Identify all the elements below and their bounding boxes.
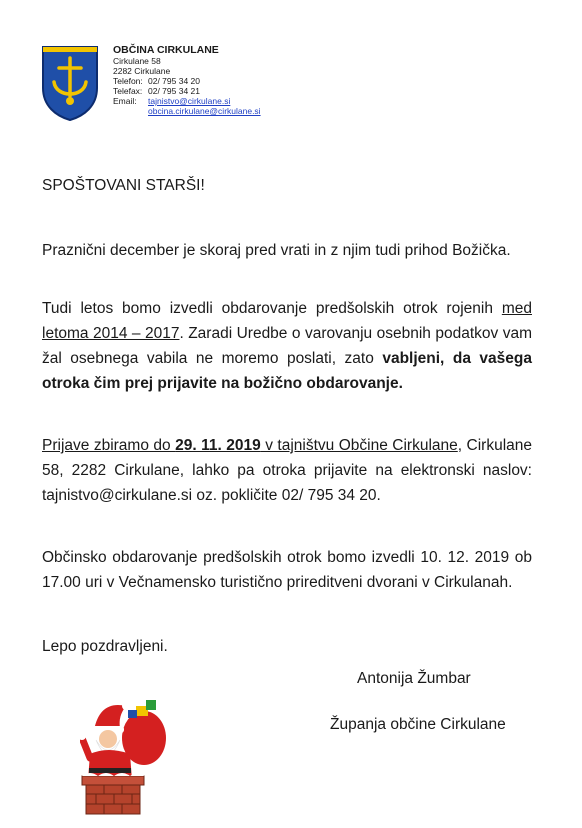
letterhead [113,44,261,116]
registration-deadline-underlined [42,437,458,454]
email-link-tajnistvo[interactable]: tajnistvo@cirkulane.si [148,96,231,106]
signature-title: Županja občine Cirkulane [330,716,506,733]
fax-value: 02/ 795 34 21 [148,86,200,96]
signature-name: Antonija Žumbar [357,670,471,687]
paragraph-intro: Praznični december je skoraj pred vrati in z njim tudi prihod Božička. [42,242,511,259]
registration-contact: , Cirkulane 58, 2282 Cirkulane, lahko pa otroka prijavite na elektronski naslov: tajnistvo@cirkulane.si oz. pokličite 02/ 795 34 20. [42,437,532,504]
municipality-name: OBČINA CIRKULANE [113,44,219,56]
email-list [148,96,261,116]
paragraph-event: Občinsko obdarovanje predšolskih otrok bomo izvedli 10. 12. 2019 ob 17.00 uri v Večnamensko turistično prireditveni dvorani v Cirkulanah. [42,549,532,591]
salutation: SPOŠTOVANI STARŠI! [42,177,205,194]
paragraph2-part1: Tudi letos bomo izvedli obdarovanje predšolskih otrok rojenih [42,300,502,317]
phone-value: 02/ 795 34 20 [148,76,200,86]
registration-call-bold: vabljeni, da vašega otroka čim prej prijavite na božično obdarovanje. [42,350,533,392]
address-line2: 2282 Cirkulane [113,66,171,76]
paragraph-invitation [42,296,532,396]
coat-of-arms-icon [40,44,100,122]
deadline-location: v tajništvu Občine Cirkulane [260,437,458,454]
phone-row [113,76,261,86]
fax-label: Telefax: [113,86,143,96]
email-row [113,96,261,116]
closing: Lepo pozdravljeni. [42,638,168,655]
address-line1: Cirkulane 58 [113,56,161,66]
santa-chimney-icon [80,694,172,816]
fax-row [113,86,261,96]
paragraph-registration [42,433,532,508]
deadline-prefix: Prijave zbiramo do [42,437,176,454]
birth-years-underlined: med letoma 2014 – 2017 [42,300,532,342]
deadline-date: 29. 11. 2019 [175,437,261,454]
email-label: Email: [113,96,137,106]
phone-label: Telefon: [113,76,143,86]
paragraph2-part2: . Zaradi Uredbe o varovanju osebnih podatkov vam žal osebnega vabila ne moremo poslati, zato [42,325,532,367]
email-link-obcina[interactable]: obcina.cirkulane@cirkulane.si [148,106,261,116]
